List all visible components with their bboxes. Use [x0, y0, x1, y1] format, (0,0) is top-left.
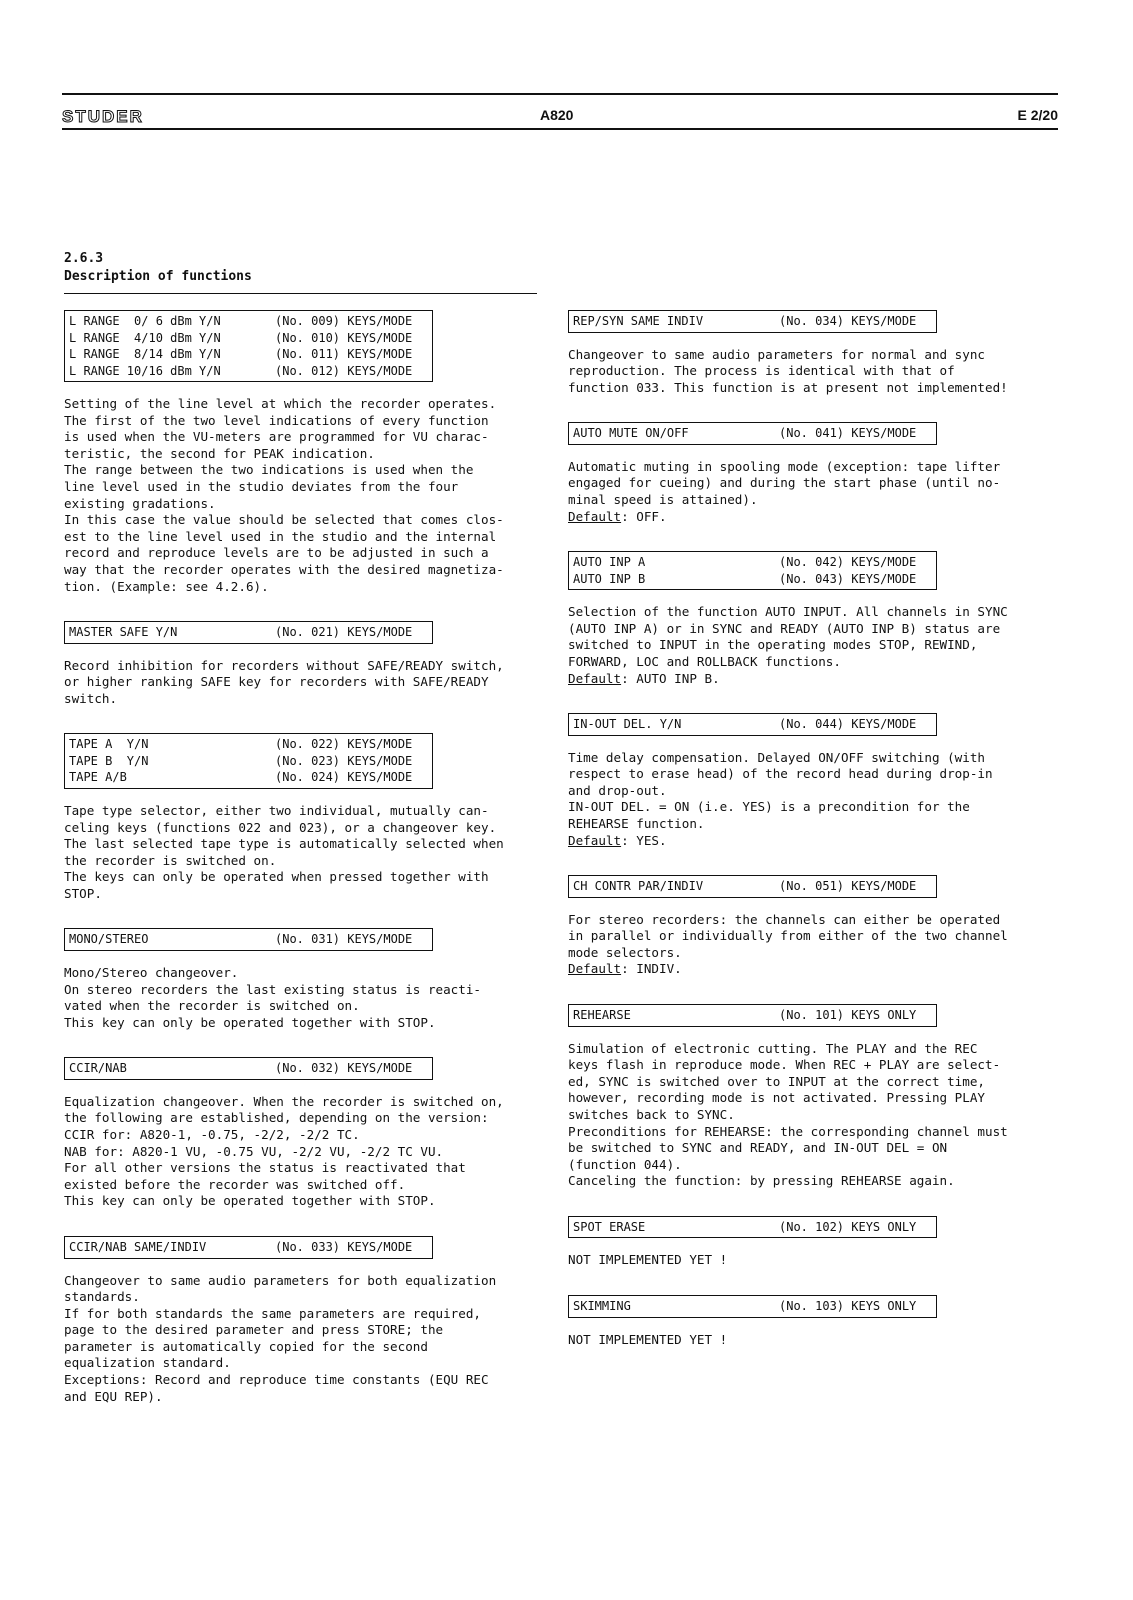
- function-box: [568, 1004, 937, 1027]
- description-line: vated when the recorder is switched on.: [64, 998, 360, 1014]
- description-line: NAB for: A820-1 VU, -0.75 VU, -2/2 VU, -2/2 TC VU.: [64, 1143, 444, 1159]
- function-row: [69, 346, 432, 363]
- description-line: Preconditions for REHEARSE: the corresponding channel must: [568, 1123, 1008, 1139]
- function-row: [573, 571, 936, 588]
- description-line: CCIR for: A820-1, -0.75, -2/2, -2/2 TC.: [64, 1127, 360, 1143]
- description-line: minal speed is attained).: [568, 491, 758, 507]
- default-line: [568, 961, 1038, 978]
- function-code: (No. 023) KEYS/MODE: [275, 753, 413, 768]
- description-line: way that the recorder operates with the desired magnetiza-: [64, 561, 504, 577]
- default-line: [568, 671, 1038, 688]
- description-line: and EQU REP).: [64, 1388, 163, 1404]
- description-line: Selection of the function AUTO INPUT. All channels in SYNC: [568, 604, 1008, 620]
- description-line: switch.: [64, 690, 118, 706]
- description-line: record and reproduce levels are to be adjusted in such a: [64, 545, 489, 561]
- studer-logo: STUDER: [62, 107, 144, 126]
- description-line: REHEARSE function.: [568, 816, 705, 831]
- description-line: Time delay compensation. Delayed ON/OFF switching (with: [568, 749, 986, 765]
- description-line: ed, SYNC is switched over to INPUT at the correct time,: [568, 1073, 986, 1089]
- function-name: TAPE B Y/N: [69, 753, 149, 768]
- function-code: (No. 010) KEYS/MODE: [275, 330, 413, 345]
- function-box: [64, 310, 433, 382]
- description-line: tion. (Example: see 4.2.6).: [64, 578, 269, 594]
- function-description: [568, 604, 1038, 687]
- description-line: The keys can only be operated when pressed together with: [64, 869, 489, 885]
- function-row: [69, 769, 432, 786]
- description-line: the recorder is switched on.: [64, 852, 277, 868]
- function-row: [69, 931, 432, 948]
- function-name: IN-OUT DEL. Y/N: [573, 717, 682, 732]
- description-line: existing gradations.: [64, 495, 216, 511]
- function-name: MONO/STEREO: [69, 932, 149, 947]
- function-code: (No. 022) KEYS/MODE: [275, 737, 413, 752]
- function-box: [64, 621, 433, 644]
- header-bottom-rule: [62, 128, 1058, 130]
- description-line: reproduction. The process is identical with that of: [568, 363, 955, 379]
- function-name: SPOT ERASE: [573, 1219, 646, 1234]
- description-line: however, recording mode is not activated. Pressing PLAY: [568, 1090, 986, 1106]
- function-code: (No. 044) KEYS/MODE: [779, 717, 917, 732]
- function-code: (No. 021) KEYS/MODE: [275, 625, 413, 640]
- function-box: [64, 733, 433, 789]
- function-code: (No. 041) KEYS/MODE: [779, 426, 917, 441]
- function-row: [69, 1239, 432, 1256]
- description-line: equalization standard.: [64, 1355, 231, 1371]
- description-line: teristic, the second for PEAK indication.: [64, 445, 375, 461]
- function-name: TAPE A Y/N: [69, 737, 149, 752]
- description-line: Mono/Stereo changeover.: [64, 964, 239, 980]
- function-description: [64, 1273, 542, 1406]
- left-column: [64, 310, 542, 1431]
- description-line: line level used in the studio deviates from the four: [64, 478, 459, 494]
- description-line: If for both standards the same parameters are required,: [64, 1305, 482, 1321]
- description-line: Tape type selector, either two individual, mutually can-: [64, 802, 489, 818]
- function-code: (No. 009) KEYS/MODE: [275, 314, 413, 328]
- function-name: L RANGE 8/14 dBm Y/N: [69, 347, 221, 361]
- function-row: [573, 878, 936, 895]
- section-rule: [64, 293, 537, 294]
- default-value: : OFF.: [621, 508, 667, 524]
- description-line: engaged for cueing) and during the start phase (until no-: [568, 475, 1001, 491]
- function-box: [568, 551, 937, 590]
- description-line: On stereo recorders the last existing status is reacti-: [64, 981, 482, 997]
- function-row: [573, 1007, 936, 1024]
- function-row: [573, 554, 936, 571]
- description-line: Changeover to same audio parameters for both equalization: [64, 1272, 497, 1288]
- function-description: [568, 1332, 1038, 1349]
- description-line: The first of the two level indications of every function: [64, 412, 489, 428]
- description-line: Simulation of electronic cutting. The PLAY and the REC: [568, 1040, 978, 1056]
- function-code: (No. 033) KEYS/MODE: [275, 1240, 413, 1254]
- function-code: (No. 103) KEYS ONLY: [779, 1299, 917, 1313]
- function-description: [64, 803, 542, 903]
- description-line: The last selected tape type is automatically selected when: [64, 836, 504, 852]
- function-row: [69, 330, 432, 347]
- function-description: [64, 965, 542, 1031]
- description-line: switches back to SYNC.: [568, 1106, 735, 1122]
- description-line: page to the desired parameter and press STORE; the: [64, 1322, 444, 1338]
- function-name: SKIMMING: [573, 1299, 631, 1313]
- function-description: [568, 347, 1038, 397]
- header-top-rule: [62, 93, 1058, 95]
- description-line: This key can only be operated together with STOP.: [64, 1014, 436, 1030]
- description-line: and drop-out.: [568, 782, 667, 798]
- function-code: (No. 024) KEYS/MODE: [275, 770, 413, 785]
- description-line: est to the line level used in the studio and the internal: [64, 528, 497, 544]
- default-label: Default: [568, 670, 622, 686]
- function-name: L RANGE 0/ 6 dBm Y/N: [69, 314, 221, 328]
- function-name: CCIR/NAB SAME/INDIV: [69, 1240, 207, 1254]
- description-line: In this case the value should be selected that comes clos-: [64, 512, 504, 528]
- description-line: parameter is automatically copied for the second: [64, 1338, 428, 1354]
- description-line: The range between the two indications is used when the: [64, 462, 474, 478]
- description-line: celing keys (functions 022 and 023), or a changeover key.: [64, 819, 497, 835]
- default-line: [568, 833, 1038, 850]
- function-code: (No. 043) KEYS/MODE: [779, 571, 917, 586]
- function-name: L RANGE 4/10 dBm Y/N: [69, 330, 221, 345]
- description-line: For all other versions the status is reactivated that: [64, 1160, 466, 1176]
- function-name: CH CONTR PAR/INDIV: [573, 879, 704, 894]
- function-name: AUTO INP B: [573, 571, 646, 586]
- function-box: [568, 713, 937, 736]
- description-line: function 033. This function is at present not implemented!: [568, 379, 1008, 395]
- function-box: [568, 422, 937, 445]
- function-code: (No. 051) KEYS/MODE: [779, 879, 917, 894]
- default-label: Default: [568, 961, 622, 977]
- function-row: [69, 624, 432, 641]
- default-label: Default: [568, 508, 622, 524]
- function-name: AUTO MUTE ON/OFF: [573, 426, 689, 441]
- function-description: [568, 1041, 1038, 1190]
- function-box: [568, 875, 937, 898]
- function-row: [573, 716, 936, 733]
- page-number: E 2/20: [1017, 107, 1058, 123]
- description-line: Equalization changeover. When the recorder is switched on,: [64, 1093, 504, 1109]
- description-line: FORWARD, LOC and ROLLBACK functions.: [568, 653, 841, 669]
- function-name: TAPE A/B: [69, 770, 127, 785]
- description-line: is used when the VU-meters are programmed for VU charac-: [64, 429, 489, 445]
- function-code: (No. 012) KEYS/MODE: [275, 363, 413, 378]
- description-line: keys flash in reproduce mode. When REC + PLAY are select-: [568, 1057, 1001, 1073]
- function-code: (No. 031) KEYS/MODE: [275, 932, 413, 947]
- description-line: switched to INPUT in the operating modes STOP, REWIND,: [568, 637, 978, 653]
- function-code: (No. 101) KEYS ONLY: [779, 1008, 917, 1023]
- function-code: (No. 034) KEYS/MODE: [779, 314, 917, 328]
- function-description: [568, 912, 1038, 978]
- description-line: in parallel or individually from either of the two channel: [568, 928, 1008, 944]
- description-line: IN-OUT DEL. = ON (i.e. YES) is a precondition for the: [568, 799, 970, 815]
- description-line: Canceling the function: by pressing REHEARSE again.: [568, 1173, 955, 1189]
- description-line: standards.: [64, 1289, 140, 1305]
- function-box: [64, 1236, 433, 1259]
- function-name: CCIR/NAB: [69, 1061, 127, 1076]
- function-name: AUTO INP A: [573, 555, 646, 570]
- description-line: Automatic muting in spooling mode (exception: tape lifter: [568, 458, 1001, 474]
- function-name: MASTER SAFE Y/N: [69, 625, 178, 640]
- default-value: : INDIV.: [621, 961, 682, 977]
- description-line: Record inhibition for recorders without SAFE/READY switch,: [64, 657, 504, 673]
- default-label: Default: [568, 832, 622, 848]
- function-code: (No. 032) KEYS/MODE: [275, 1061, 413, 1076]
- description-line: Setting of the line level at which the recorder operates.: [64, 396, 497, 411]
- function-description: [64, 396, 542, 595]
- right-column: [568, 310, 1038, 1374]
- function-row: [573, 1298, 936, 1315]
- description-line: (AUTO INP A) or in SYNC and READY (AUTO INP B) status are: [568, 620, 1001, 636]
- function-description: [568, 750, 1038, 850]
- function-row: [573, 425, 936, 442]
- function-code: (No. 011) KEYS/MODE: [275, 347, 413, 361]
- function-row: [69, 363, 432, 380]
- description-line: existed before the recorder was switched off.: [64, 1176, 406, 1192]
- function-row: [573, 313, 936, 330]
- default-line: [568, 509, 1038, 526]
- description-line: NOT IMPLEMENTED YET !: [568, 1331, 728, 1347]
- function-box: [64, 1057, 433, 1080]
- function-code: (No. 102) KEYS ONLY: [779, 1219, 917, 1234]
- default-value: : AUTO INP B.: [621, 670, 720, 686]
- function-name: REP/SYN SAME INDIV: [573, 314, 704, 328]
- function-description: [568, 459, 1038, 525]
- function-row: [69, 1060, 432, 1077]
- function-box: [568, 1295, 937, 1318]
- section-heading: [64, 250, 252, 286]
- function-name: L RANGE 10/16 dBm Y/N: [69, 363, 221, 378]
- function-description: [64, 658, 542, 708]
- function-box: [64, 928, 433, 951]
- description-line: Exceptions: Record and reproduce time constants (EQU REC: [64, 1372, 489, 1388]
- function-row: [573, 1219, 936, 1236]
- function-description: [568, 1252, 1038, 1269]
- description-line: be switched to SYNC and READY, and IN-OUT DEL = ON: [568, 1140, 948, 1156]
- description-line: respect to erase head) of the record head during drop-in: [568, 766, 993, 782]
- section-title: Description of functions: [64, 269, 252, 284]
- description-line: Changeover to same audio parameters for normal and sync: [568, 346, 986, 362]
- description-line: the following are established, depending on the version:: [64, 1110, 489, 1126]
- description-line: or higher ranking SAFE key for recorders with SAFE/READY: [64, 674, 489, 690]
- section-number: 2.6.3: [64, 251, 104, 266]
- description-line: NOT IMPLEMENTED YET !: [568, 1252, 728, 1268]
- description-line: mode selectors.: [568, 944, 682, 960]
- function-row: [69, 313, 432, 330]
- function-row: [69, 753, 432, 770]
- description-line: For stereo recorders: the channels can either be operated: [568, 911, 1001, 927]
- function-box: [568, 1216, 937, 1239]
- function-row: [69, 736, 432, 753]
- description-line: STOP.: [64, 885, 102, 901]
- function-description: [64, 1094, 542, 1210]
- model-number: A820: [540, 107, 574, 123]
- description-line: This key can only be operated together with STOP.: [64, 1193, 436, 1209]
- function-box: [568, 310, 937, 333]
- default-value: : YES.: [621, 832, 667, 848]
- function-name: REHEARSE: [573, 1008, 631, 1023]
- description-line: (function 044).: [568, 1156, 682, 1172]
- function-code: (No. 042) KEYS/MODE: [779, 555, 917, 570]
